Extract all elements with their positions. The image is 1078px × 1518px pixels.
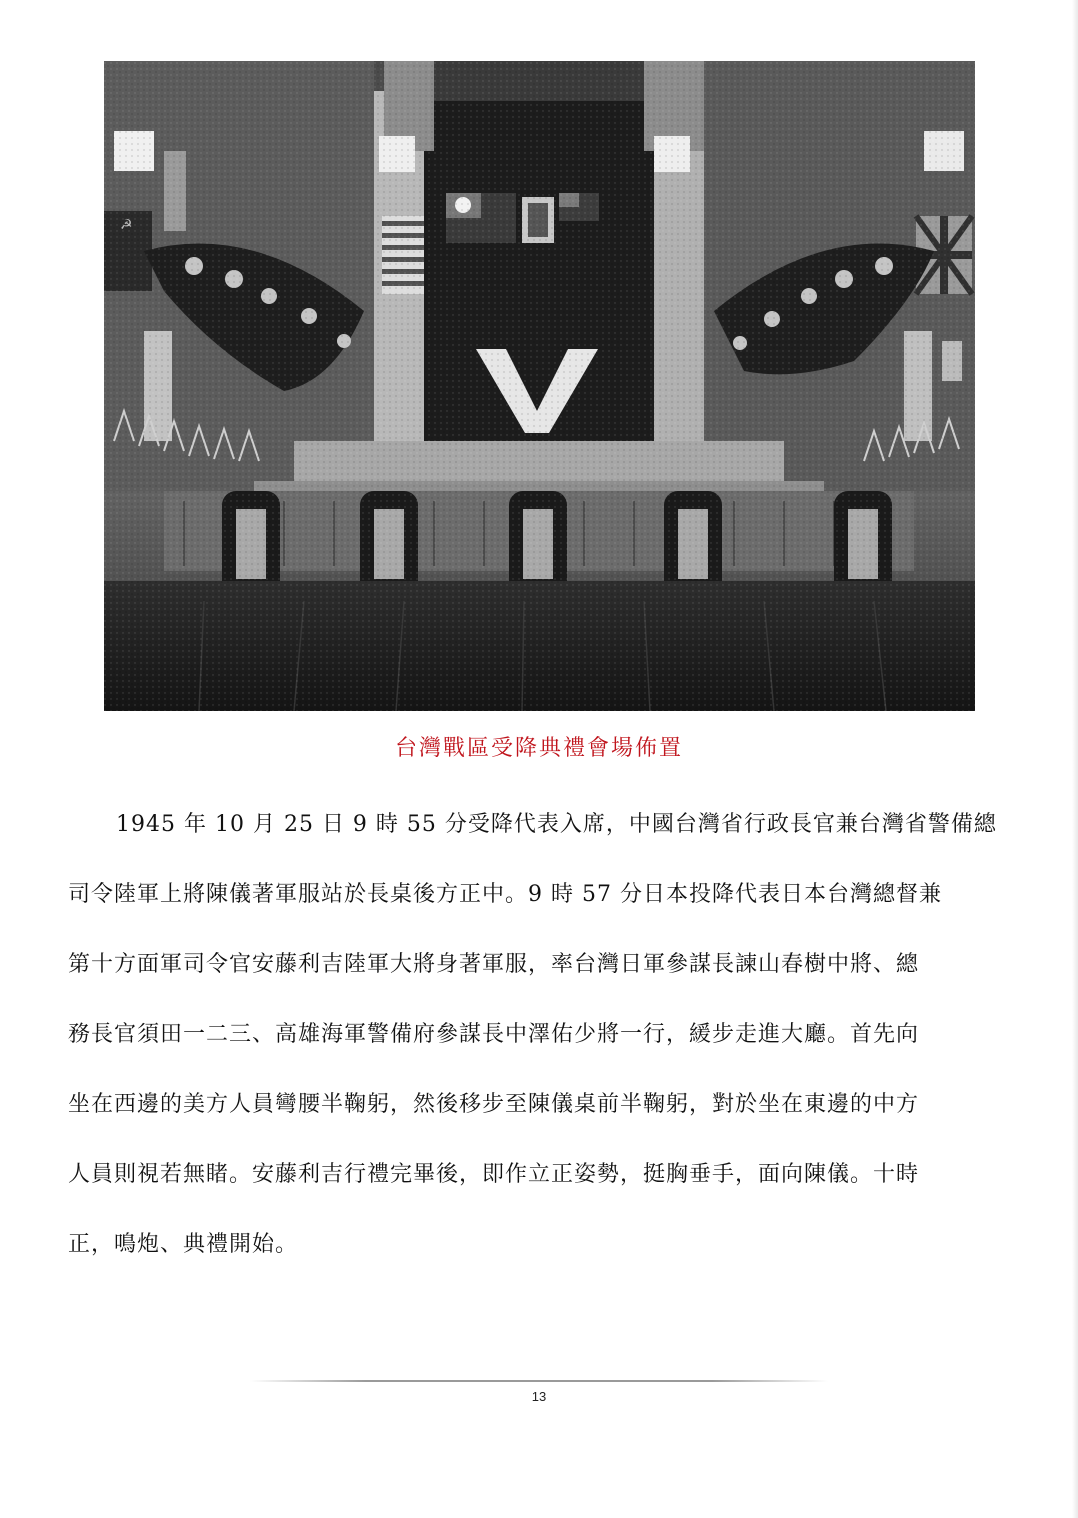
paragraph-line: 正，鳴炮、典禮開始。	[68, 1232, 299, 1257]
body-paragraph	[68, 790, 1013, 1280]
ceremony-hall-photo-illustration	[104, 61, 975, 711]
paragraph-line: 第十方面軍司令官安藤利吉陸軍大將身著軍服，率台灣日軍參謀長諫山春樹中將、總	[68, 952, 920, 977]
paragraph-line: 人員則視若無睹。安藤利吉行禮完畢後，即作立正姿勢，挺胸垂手，面向陳儀。十時	[68, 1162, 920, 1187]
paragraph-line: 務長官須田一二三、高雄海軍警備府參謀長中澤佑少將一行，緩步走進大廳。首先向	[68, 1022, 920, 1047]
paragraph-line: 1945 年 10 月 25 日 9 時 55 分受降代表入席，中國台灣省行政長官兼台灣省警備總	[116, 812, 997, 837]
photo-caption: 台灣戰區受降典禮會場佈置	[394, 736, 683, 761]
paragraph-line: 坐在西邊的美方人員彎腰半鞠躬，然後移步至陳儀桌前半鞠躬，對於坐在東邊的中方	[68, 1092, 920, 1117]
historical-photo-surrender-ceremony-hall	[104, 61, 975, 711]
paragraph-line: 司令陸軍上將陳儀著軍服站於長桌後方正中。9 時 57 分日本投降代表日本台灣總督兼	[68, 882, 942, 907]
page-number: 13	[531, 1389, 547, 1404]
footer-divider	[250, 1380, 828, 1382]
